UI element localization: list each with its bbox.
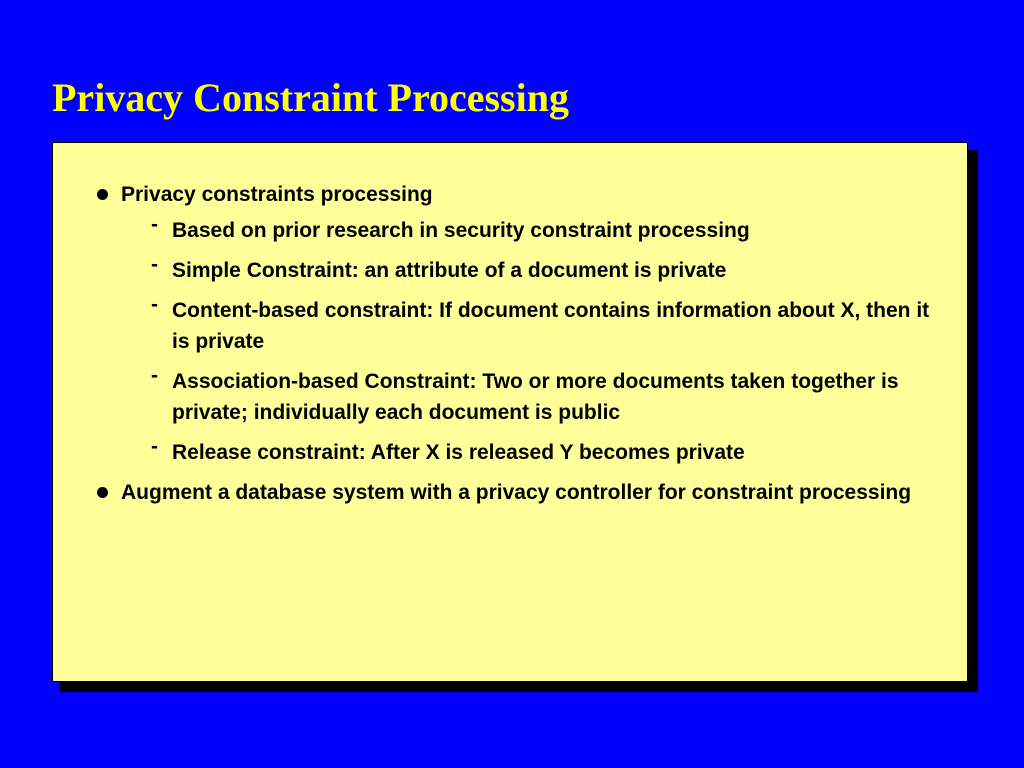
bullet-dot-icon [97,487,108,498]
bullet-text: Privacy constraints processing [121,183,433,206]
bullet-dot-icon [97,189,108,200]
bullet-item [95,477,945,508]
dash-icon: - [151,364,158,387]
sub-bullet-item [121,215,945,246]
sub-bullet-text: Association-based Constraint: Two or more documents taken together is private; individually each document is public [172,370,899,424]
sub-bullet-item [121,295,945,357]
sub-bullet-text: Release constraint: After X is released Y becomes private [172,441,745,464]
sub-bullet-list [121,215,945,468]
dash-icon: - [151,253,158,276]
sub-bullet-text: Content-based constraint: If document contains information about X, then it is private [172,299,930,353]
sub-bullet-text: Based on prior research in security constraint processing [172,219,750,242]
bullet-list [95,179,945,513]
dash-icon: - [151,293,158,316]
sub-bullet-item [121,366,945,428]
sub-bullet-item [121,437,945,468]
sub-bullet-item [121,255,945,286]
bullet-item [95,179,945,468]
sub-bullet-text: Simple Constraint: an attribute of a document is private [172,259,727,282]
content-panel [52,142,968,682]
bullet-text: Augment a database system with a privacy controller for constraint processing [121,481,912,504]
slide-title: Privacy Constraint Processing [52,75,569,120]
dash-icon: - [151,213,158,236]
dash-icon: - [151,435,158,458]
